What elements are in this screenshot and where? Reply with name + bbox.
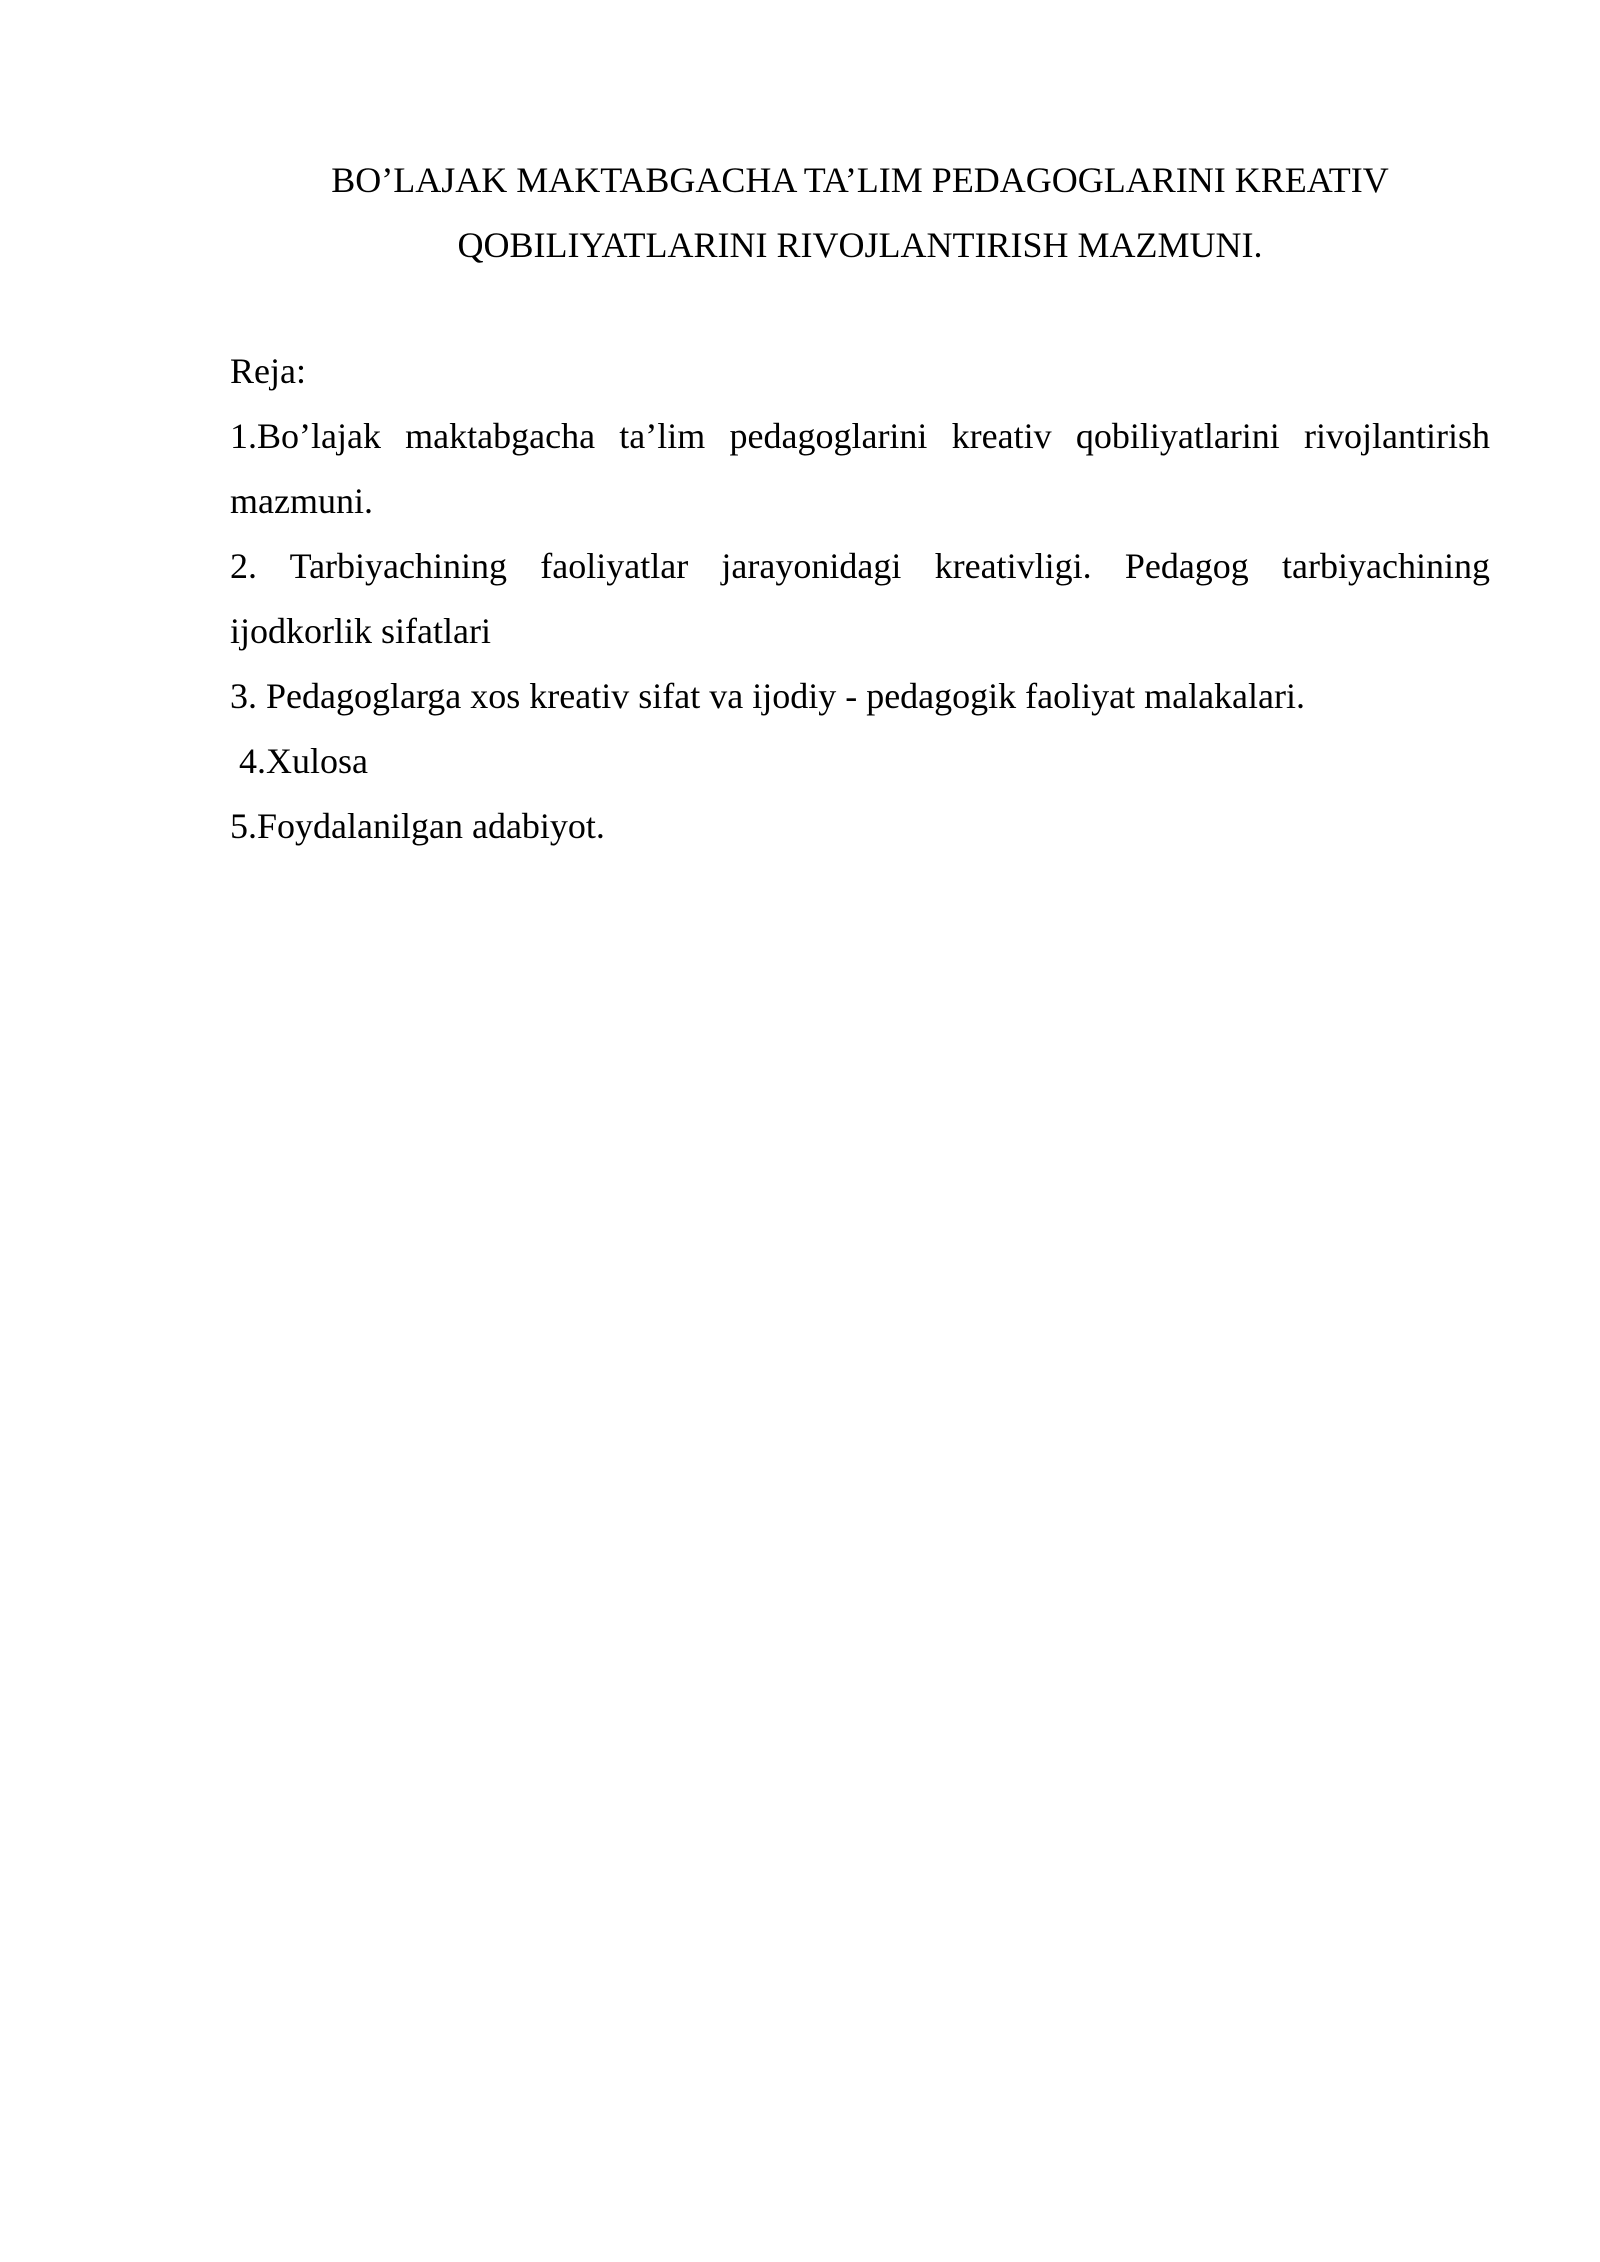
title-line-2: QOBILIYATLARINI RIVOJLANTIRISH MAZMUNI. <box>457 225 1263 265</box>
plan-item-3: 3. Pedagoglarga xos kreativ sifat va ijodiy - pedagogik faoliyat malakalari. <box>230 676 1306 716</box>
title-line-1: BO’LAJAK MAKTABGACHA TA’LIM PEDAGOGLARINI KREATIV <box>331 160 1389 200</box>
plan-item-4: 4.Xulosa <box>230 741 368 781</box>
plan-item-2: 2. Tarbiyachining faoliyatlar jarayonidagi kreativligi. Pedagog tarbiyachining ijodkorlik sifatlari <box>230 546 1490 651</box>
plan-heading: Reja: <box>230 351 306 391</box>
plan-item-1: 1.Bo’lajak maktabgacha ta’lim pedagoglarini kreativ qobiliyatlarini rivojlantirish mazmuni. <box>230 416 1490 521</box>
plan-item-5: 5.Foydalanilgan adabiyot. <box>230 806 605 846</box>
document-title <box>230 148 1490 278</box>
plan-section <box>230 339 1490 859</box>
